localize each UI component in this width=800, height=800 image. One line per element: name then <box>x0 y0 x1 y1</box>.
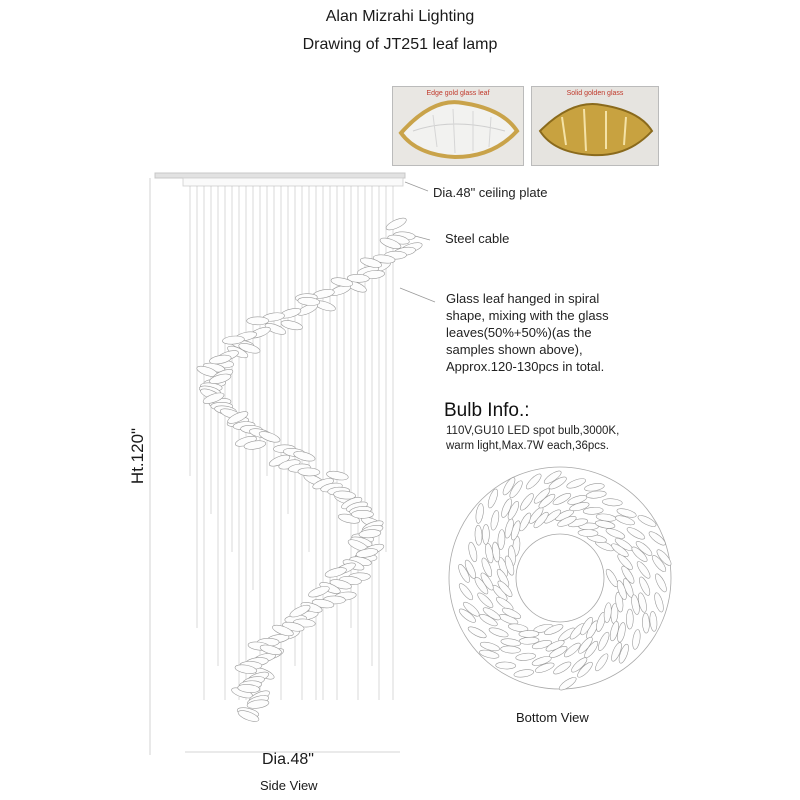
ring-leaf <box>467 541 478 562</box>
ring-leaf <box>475 503 485 524</box>
bulb-info-body <box>446 424 619 454</box>
bulb-info-line: 110V,GU10 LED spot bulb,3000K, <box>446 425 620 437</box>
ring-leaf <box>475 525 483 545</box>
ring-leaf <box>515 652 536 661</box>
bulb-info-heading: Bulb Info.: <box>444 400 530 421</box>
bulb-info-line: warm light,Max.7W each,36pcs. <box>446 440 609 452</box>
ring-leaf <box>653 592 665 613</box>
ring-leaf <box>625 525 646 541</box>
ring-leaf <box>551 491 572 507</box>
leaf-note-line: Glass leaf hanged in spiral <box>446 291 600 306</box>
ring-leaf <box>500 645 520 654</box>
leaf-leader-line <box>400 288 435 302</box>
ring-leaf <box>513 668 534 678</box>
ring-leaf <box>647 530 667 548</box>
ring-leaf <box>552 660 573 676</box>
ring-leaf <box>489 510 500 531</box>
ring-leaf <box>557 675 577 692</box>
company-title: Alan Mizrahi Lighting <box>325 8 475 25</box>
ceiling-canopy <box>183 178 403 186</box>
ring-leaf <box>467 625 488 640</box>
leaf-description <box>446 290 609 375</box>
ring-leaf <box>496 662 516 670</box>
glass-leaf <box>247 317 269 325</box>
ring-leaf <box>500 638 521 648</box>
inner-ring-edge <box>516 534 604 622</box>
ring-leaf <box>653 572 668 593</box>
glass-leaves-spiral <box>196 216 424 724</box>
ring-leaf <box>586 490 607 499</box>
glass-leaf <box>352 510 374 518</box>
sample-caption-edge-gold: Edge gold glass leaf <box>426 90 490 97</box>
ring-leaf <box>649 611 658 632</box>
ring-leaf <box>631 629 641 650</box>
leaf-note-line: samples shown above), <box>446 342 583 357</box>
ring-leaf <box>636 513 657 528</box>
width-label: Dia.48" <box>262 751 314 768</box>
ring-leaf <box>486 488 499 509</box>
ring-leaf <box>626 609 633 629</box>
ring-leaf <box>642 613 650 633</box>
ring-leaf <box>524 472 543 491</box>
leaf-note-line: Approx.120-130pcs in total. <box>446 359 605 374</box>
leaf-note-line: leaves(50%+50%)(as the <box>446 325 592 340</box>
ring-leaf <box>602 498 622 507</box>
ceiling-plate <box>155 173 405 178</box>
leaf-note-line: shape, mixing with the glass <box>446 308 609 323</box>
ring-leaf <box>482 524 489 544</box>
glass-leaf <box>385 216 408 233</box>
ring-leaf <box>603 602 612 623</box>
ring-leaf <box>518 492 536 512</box>
side-view-caption: Side View <box>260 778 318 793</box>
glass-leaf <box>298 468 320 477</box>
steel-cable-label: Steel cable <box>445 231 510 246</box>
ring-leaf <box>635 560 652 580</box>
ring-leaf <box>519 630 539 637</box>
sample-caption-solid-gold: Solid golden glass <box>566 90 624 97</box>
ring-leaf <box>596 631 611 652</box>
bottom-view-caption: Bottom View <box>516 710 589 725</box>
drawing-title: Drawing of JT251 leaf lamp <box>302 36 498 53</box>
ring-leaf <box>488 626 509 639</box>
height-label: Ht.120" <box>128 427 147 485</box>
ring-leaf <box>566 477 587 491</box>
ring-leaf <box>605 527 626 541</box>
plate-leader-line <box>405 182 428 191</box>
ring-leaf <box>593 652 610 673</box>
ring-leaf <box>457 582 475 602</box>
ceiling-plate-label: Dia.48" ceiling plate <box>433 185 548 200</box>
bottom-view-ring <box>449 467 673 692</box>
ring-leaf <box>578 529 598 537</box>
